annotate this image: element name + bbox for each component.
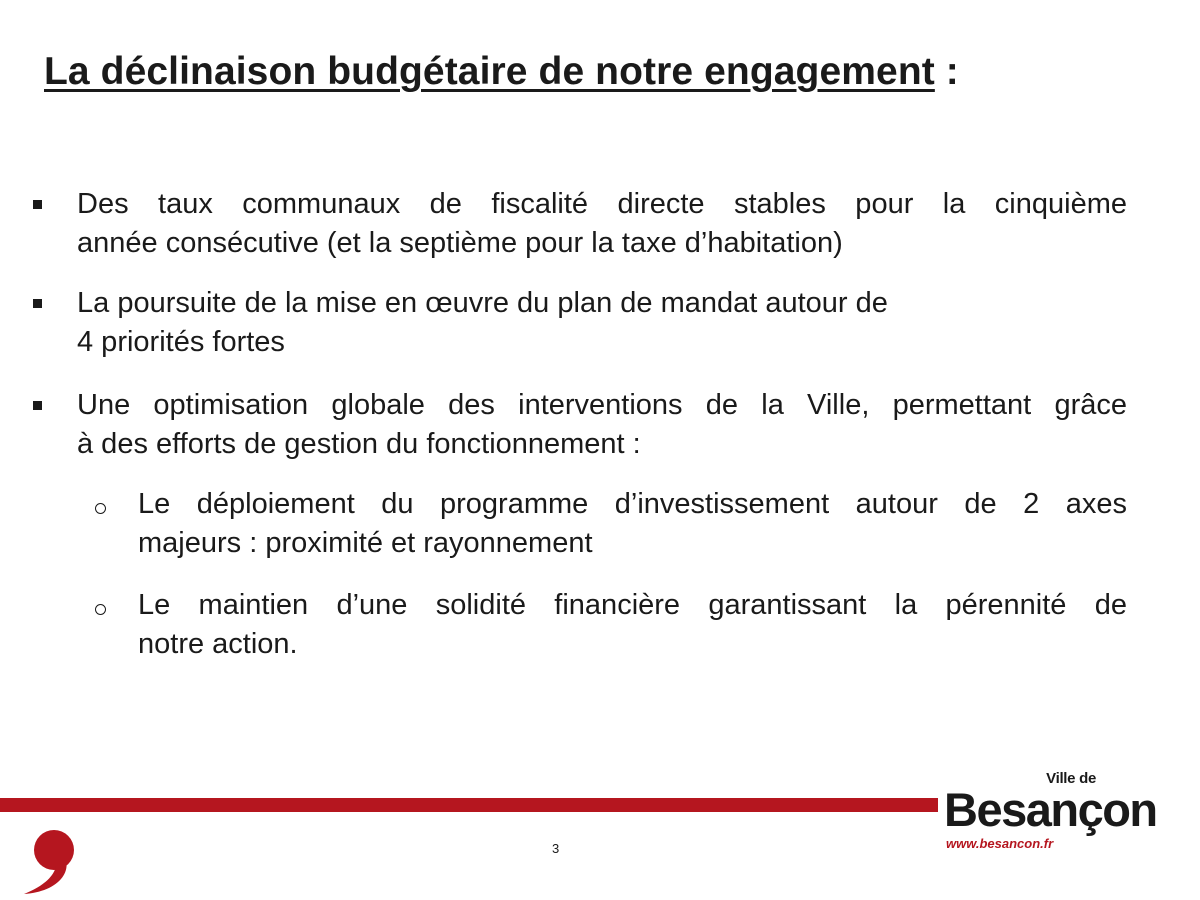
sub-bullet-line: majeurs : proximité et rayonnement (138, 527, 593, 559)
slide-title-text: La déclinaison budgétaire de notre engagement (44, 50, 935, 93)
bullet-item (77, 284, 1127, 362)
slide-title-suffix: : (934, 50, 959, 93)
bullet-line: La poursuite de la mise en œuvre du plan de mandat autour de (77, 287, 888, 319)
sub-bullet-line: notre action. (138, 628, 298, 660)
bullet-square-icon (33, 299, 42, 308)
sub-bullet-circle-icon (95, 604, 106, 615)
bullet-item (77, 386, 1127, 464)
sub-bullet-item (138, 485, 1127, 563)
sub-bullet-circle-icon (95, 503, 106, 514)
city-logo (938, 770, 1158, 860)
bullet-line: à des efforts de gestion du fonctionnement : (77, 428, 641, 460)
bullet-square-icon (33, 200, 42, 209)
sub-bullet-line: Le déploiement du programme d’investissement autour de 2 axes (138, 488, 1127, 520)
city-logo-prefix: Ville de (1046, 770, 1096, 787)
footer-red-bar (0, 798, 938, 812)
sub-bullet-line: Le maintien d’une solidité financière garantissant la pérennité de (138, 589, 1127, 621)
bullet-line: 4 priorités fortes (77, 326, 285, 358)
bullet-line: Des taux communaux de fiscalité directe stables pour la cinquième (77, 188, 1127, 220)
bullet-line: année consécutive (et la septième pour la taxe d’habitation) (77, 227, 843, 259)
page-number: 3 (552, 841, 560, 856)
bullet-square-icon (33, 401, 42, 410)
sub-bullet-item (138, 586, 1127, 664)
slide-title (44, 50, 959, 94)
comma-logo-icon (14, 826, 78, 896)
bullet-item (77, 185, 1127, 263)
bullet-line: Une optimisation globale des interventions de la Ville, permettant grâce (77, 389, 1127, 421)
city-logo-name: Besançon (944, 783, 1157, 836)
city-logo-url: www.besancon.fr (946, 836, 1054, 851)
